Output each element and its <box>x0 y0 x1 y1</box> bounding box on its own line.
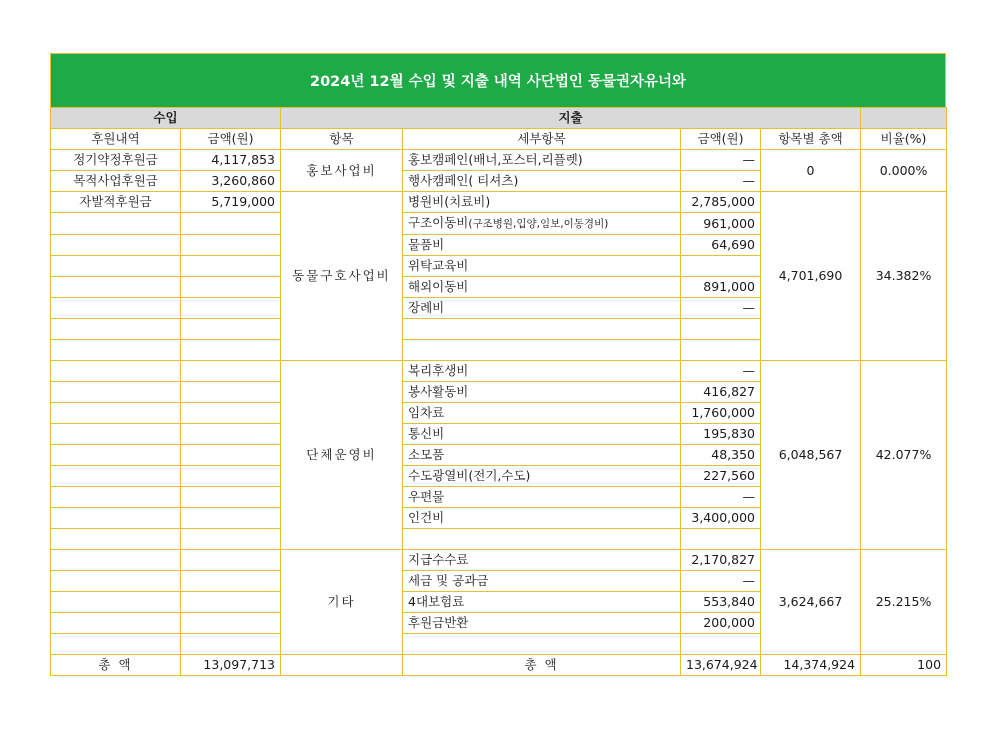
income-amount: 5,719,000 <box>181 192 281 213</box>
income-empty-cell <box>51 319 181 340</box>
expense-sub-item: 수도광열비(전기,수도) <box>403 466 681 487</box>
expense-total-label: 총 액 <box>403 655 681 676</box>
financial-report-sheet <box>50 53 946 676</box>
category-ratio: 42.077% <box>861 361 947 550</box>
header-category: 항목 <box>281 129 403 150</box>
expense-amount <box>681 256 761 277</box>
table-row <box>51 150 947 171</box>
category-total: 0 <box>761 150 861 192</box>
expense-total-value: 13,674,924 <box>681 655 761 676</box>
expense-sub-item: 복리후생비 <box>403 361 681 382</box>
expense-amount: 553,840 <box>681 592 761 613</box>
ratio-total-value: 100 <box>861 655 947 676</box>
table-row <box>51 361 947 382</box>
income-empty-cell <box>181 529 281 550</box>
income-empty-cell <box>51 592 181 613</box>
expense-category: 기타 <box>281 550 403 655</box>
expense-sub-item <box>403 634 681 655</box>
expense-section-header: 지출 <box>281 108 861 129</box>
header-category-total: 항목별 총액 <box>761 129 861 150</box>
income-empty-cell <box>181 213 281 235</box>
expense-category: 동물구호사업비 <box>281 192 403 361</box>
income-empty-cell <box>51 424 181 445</box>
income-empty-cell <box>51 508 181 529</box>
income-empty-cell <box>51 382 181 403</box>
expense-amount: 3,400,000 <box>681 508 761 529</box>
expense-amount: — <box>681 571 761 592</box>
header-ratio: 비율(%) <box>861 129 947 150</box>
expense-sub-item: 봉사활동비 <box>403 382 681 403</box>
header-income-amount: 금액(원) <box>181 129 281 150</box>
income-donation-name: 목적사업후원금 <box>51 171 181 192</box>
expense-amount: 48,350 <box>681 445 761 466</box>
income-donation-name: 자발적후원금 <box>51 192 181 213</box>
expense-sub-item: 세금 및 공과금 <box>403 571 681 592</box>
expense-sub-item: 소모품 <box>403 445 681 466</box>
income-empty-cell <box>51 277 181 298</box>
income-empty-cell <box>51 466 181 487</box>
income-empty-cell <box>181 613 281 634</box>
expense-amount: 2,170,827 <box>681 550 761 571</box>
expense-amount: 227,560 <box>681 466 761 487</box>
income-empty-cell <box>51 361 181 382</box>
expense-amount: — <box>681 298 761 319</box>
income-empty-cell <box>181 571 281 592</box>
expense-amount: — <box>681 171 761 192</box>
expense-sub-item <box>403 319 681 340</box>
expense-amount: 64,690 <box>681 235 761 256</box>
income-empty-cell <box>51 298 181 319</box>
section-header-row <box>51 108 947 129</box>
expense-sub-item: 지급수수료 <box>403 550 681 571</box>
income-empty-cell <box>51 487 181 508</box>
expense-amount <box>681 529 761 550</box>
income-empty-cell <box>51 340 181 361</box>
income-total-label: 총 액 <box>51 655 181 676</box>
income-empty-cell <box>181 256 281 277</box>
expense-sub-item: 후원금반환 <box>403 613 681 634</box>
expense-amount: — <box>681 361 761 382</box>
income-empty-cell <box>51 213 181 235</box>
expense-sub-item: 4대보험료 <box>403 592 681 613</box>
category-total-value: 14,374,924 <box>761 655 861 676</box>
total-blank-cell <box>281 655 403 676</box>
income-empty-cell <box>51 256 181 277</box>
expense-sub-item: 물품비 <box>403 235 681 256</box>
expense-amount <box>681 340 761 361</box>
header-donation-detail: 후원내역 <box>51 129 181 150</box>
category-total: 6,048,567 <box>761 361 861 550</box>
income-section-header: 수입 <box>51 108 281 129</box>
expense-sub-item: 홍보캠페인(배너,포스터,리플렛) <box>403 150 681 171</box>
expense-sub-item: 위탁교육비 <box>403 256 681 277</box>
expense-sub-item-name: 구조이동비 <box>408 215 469 230</box>
expense-amount: — <box>681 487 761 508</box>
income-empty-cell <box>181 319 281 340</box>
category-ratio: 34.382% <box>861 192 947 361</box>
income-empty-cell <box>51 550 181 571</box>
header-sub-item: 세부항목 <box>403 129 681 150</box>
income-empty-cell <box>181 592 281 613</box>
income-empty-cell <box>51 529 181 550</box>
income-empty-cell <box>181 550 281 571</box>
header-expense-amount: 금액(원) <box>681 129 761 150</box>
expense-amount: 416,827 <box>681 382 761 403</box>
expense-amount: 200,000 <box>681 613 761 634</box>
column-header-row <box>51 129 947 150</box>
expense-amount <box>681 634 761 655</box>
expense-sub-item: 장례비 <box>403 298 681 319</box>
expense-sub-item: 행사캠페인( 티셔츠) <box>403 171 681 192</box>
finance-table <box>50 107 947 676</box>
report-title: 2024년 12월 수입 및 지출 내역 사단법인 동물권자유너와 <box>50 53 946 107</box>
expense-amount: 2,785,000 <box>681 192 761 213</box>
expense-category: 홍보사업비 <box>281 150 403 192</box>
income-empty-cell <box>181 634 281 655</box>
expense-amount: 961,000 <box>681 213 761 235</box>
expense-amount: 891,000 <box>681 277 761 298</box>
income-amount: 3,260,860 <box>181 171 281 192</box>
section-header-blank <box>861 108 947 129</box>
expense-sub-item <box>403 213 681 235</box>
category-total: 4,701,690 <box>761 192 861 361</box>
income-empty-cell <box>181 298 281 319</box>
total-row <box>51 655 947 676</box>
expense-amount: — <box>681 150 761 171</box>
income-empty-cell <box>181 445 281 466</box>
income-empty-cell <box>51 571 181 592</box>
expense-sub-item: 인건비 <box>403 508 681 529</box>
income-empty-cell <box>181 235 281 256</box>
expense-sub-item: 우편물 <box>403 487 681 508</box>
income-total-value: 13,097,713 <box>181 655 281 676</box>
income-donation-name: 정기약정후원금 <box>51 150 181 171</box>
expense-sub-item: 해외이동비 <box>403 277 681 298</box>
category-ratio: 25.215% <box>861 550 947 655</box>
income-empty-cell <box>181 403 281 424</box>
expense-amount: 1,760,000 <box>681 403 761 424</box>
expense-sub-item: 병원비(치료비) <box>403 192 681 213</box>
expense-category: 단체운영비 <box>281 361 403 550</box>
income-empty-cell <box>181 466 281 487</box>
income-amount: 4,117,853 <box>181 150 281 171</box>
income-empty-cell <box>181 277 281 298</box>
income-empty-cell <box>51 445 181 466</box>
income-empty-cell <box>181 508 281 529</box>
expense-sub-item <box>403 529 681 550</box>
expense-sub-item-note: (구조병원,입양,임보,이동경비) <box>468 218 609 230</box>
income-empty-cell <box>51 634 181 655</box>
table-row <box>51 550 947 571</box>
category-total: 3,624,667 <box>761 550 861 655</box>
income-empty-cell <box>51 613 181 634</box>
expense-sub-item: 통신비 <box>403 424 681 445</box>
income-empty-cell <box>181 382 281 403</box>
category-ratio: 0.000% <box>861 150 947 192</box>
expense-amount <box>681 319 761 340</box>
income-empty-cell <box>181 424 281 445</box>
income-empty-cell <box>51 235 181 256</box>
expense-amount: 195,830 <box>681 424 761 445</box>
income-empty-cell <box>181 340 281 361</box>
expense-sub-item: 임차료 <box>403 403 681 424</box>
table-row <box>51 192 947 213</box>
income-empty-cell <box>181 361 281 382</box>
income-empty-cell <box>181 487 281 508</box>
income-empty-cell <box>51 403 181 424</box>
expense-sub-item <box>403 340 681 361</box>
